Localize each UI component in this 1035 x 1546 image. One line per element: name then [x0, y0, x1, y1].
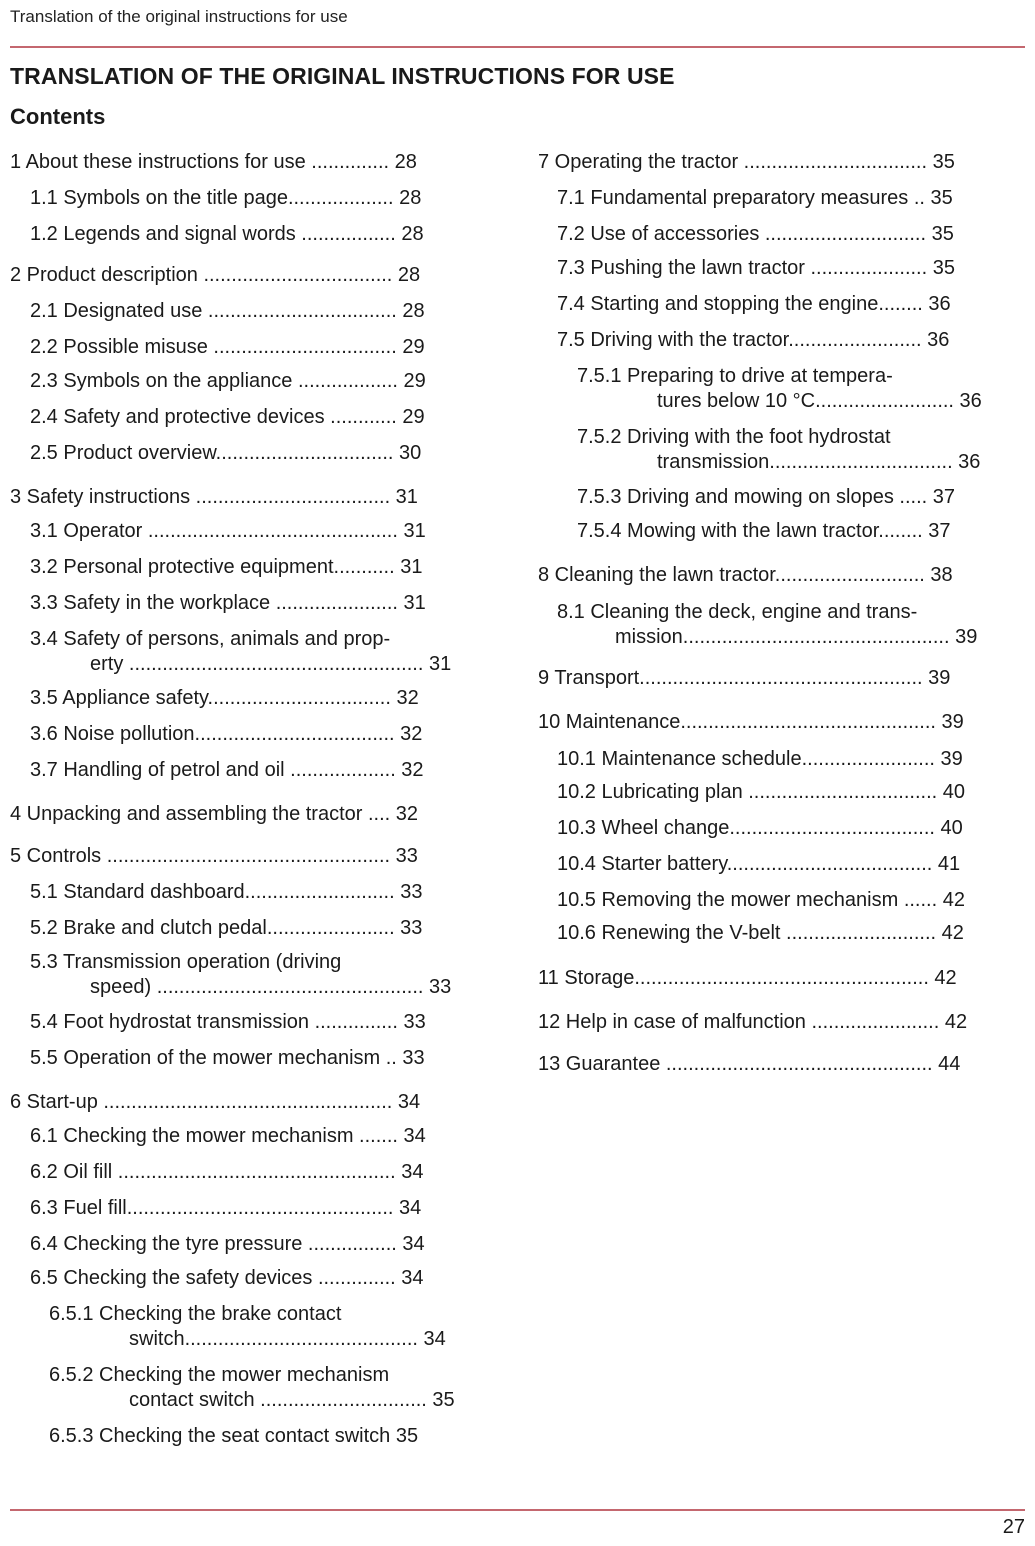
- toc-entry[interactable]: 7.4 Starting and stopping the engine........ 36: [557, 293, 951, 315]
- toc-entry[interactable]: 2.3 Symbols on the appliance .................. 29: [30, 370, 426, 392]
- running-header: Translation of the original instructions for use: [10, 7, 348, 26]
- toc-entry[interactable]: 7.1 Fundamental preparatory measures .. 35: [557, 187, 953, 209]
- toc-entry[interactable]: 1.2 Legends and signal words ................. 28: [30, 223, 424, 245]
- toc-entry[interactable]: 7.5 Driving with the tractor........................ 36: [557, 329, 950, 351]
- toc-entry[interactable]: 3.6 Noise pollution.................................... 32: [30, 723, 423, 745]
- toc-entry[interactable]: [30, 950, 451, 1000]
- toc-entry[interactable]: 12 Help in case of malfunction ....................... 42: [538, 1011, 968, 1033]
- toc-entry[interactable]: [49, 1302, 446, 1352]
- toc-entry[interactable]: 3.1 Operator ............................................. 31: [30, 520, 426, 542]
- header-rule: [10, 46, 1025, 48]
- toc-entry-line1: 3.4 Safety of persons, animals and prop-: [30, 628, 391, 650]
- toc-entry[interactable]: 10.5 Removing the mower mechanism ...... 42: [557, 889, 965, 911]
- toc-entry[interactable]: 6.3 Fuel fill................................................ 34: [30, 1197, 422, 1219]
- toc-entry[interactable]: 5.2 Brake and clutch pedal....................... 33: [30, 917, 423, 939]
- toc-entry-line2: tures below 10 °C......................... 36: [657, 390, 982, 412]
- toc-entry-line1: 6.5.2 Checking the mower mechanism: [49, 1364, 390, 1386]
- toc-entry[interactable]: 5 Controls ................................................... 33: [10, 845, 418, 867]
- toc-entry[interactable]: 3.3 Safety in the workplace ...................... 31: [30, 592, 426, 614]
- toc-entry[interactable]: [577, 364, 982, 414]
- toc-entry[interactable]: 10 Maintenance.............................................. 39: [538, 711, 964, 733]
- toc-entry[interactable]: 1 About these instructions for use .............. 28: [10, 151, 417, 173]
- toc-entry[interactable]: 9 Transport................................................... 39: [538, 667, 951, 689]
- toc-entry[interactable]: 10.6 Renewing the V-belt ........................... 42: [557, 922, 964, 944]
- toc-entry-line2: switch.......................................... 34: [129, 1328, 446, 1350]
- toc-entry-line1: 7.5.2 Driving with the foot hydrostat: [577, 426, 891, 448]
- toc-entry-line2: erty ..................................................... 31: [90, 653, 452, 675]
- toc-entry[interactable]: 5.5 Operation of the mower mechanism .. 33: [30, 1047, 425, 1069]
- document-title: TRANSLATION OF THE ORIGINAL INSTRUCTIONS FOR USE: [10, 63, 675, 89]
- toc-entry[interactable]: 7 Operating the tractor ................................. 35: [538, 151, 955, 173]
- toc-entry-line1: 7.5.1 Preparing to drive at tempera-: [577, 365, 893, 387]
- toc-entry[interactable]: 4 Unpacking and assembling the tractor .... 32: [10, 803, 419, 825]
- toc-entry[interactable]: 6.5 Checking the safety devices .............. 34: [30, 1267, 424, 1289]
- toc-entry[interactable]: 2.1 Designated use .................................. 28: [30, 300, 425, 322]
- toc-entry[interactable]: 6.4 Checking the tyre pressure ................ 34: [30, 1233, 425, 1255]
- toc-entry[interactable]: [577, 425, 980, 475]
- toc-entry[interactable]: 11 Storage..................................................... 42: [538, 967, 957, 989]
- toc-entry[interactable]: 10.3 Wheel change..................................... 40: [557, 817, 963, 839]
- toc-entry[interactable]: [557, 600, 977, 650]
- toc-entry[interactable]: 2.4 Safety and protective devices ............ 29: [30, 406, 425, 428]
- toc-entry-line1: 6.5.1 Checking the brake contact: [49, 1303, 342, 1325]
- toc-entry[interactable]: 5.1 Standard dashboard........................... 33: [30, 881, 423, 903]
- toc-entry[interactable]: 10.4 Starter battery..................................... 41: [557, 853, 961, 875]
- toc-entry[interactable]: 6.5.3 Checking the seat contact switch 35: [49, 1425, 419, 1447]
- toc-entry[interactable]: 2.2 Possible misuse ................................. 29: [30, 336, 425, 358]
- toc-entry[interactable]: 6.1 Checking the mower mechanism ....... 34: [30, 1125, 426, 1147]
- toc-entry-line2: contact switch .............................. 35: [129, 1389, 455, 1411]
- toc-entry[interactable]: 7.5.3 Driving and mowing on slopes ..... 37: [577, 486, 955, 508]
- toc-entry[interactable]: 3.2 Personal protective equipment........... 31: [30, 556, 423, 578]
- toc-entry[interactable]: 6 Start-up .................................................... 34: [10, 1091, 421, 1113]
- toc-entry[interactable]: 5.4 Foot hydrostat transmission ............... 33: [30, 1011, 426, 1033]
- toc-entry[interactable]: 2 Product description .................................. 28: [10, 264, 421, 286]
- toc-entry[interactable]: [49, 1363, 455, 1413]
- toc-entry[interactable]: 1.1 Symbols on the title page................... 28: [30, 187, 422, 209]
- footer-rule: [10, 1509, 1025, 1511]
- contents-heading: Contents: [10, 104, 106, 129]
- toc-entry[interactable]: 7.2 Use of accessories ............................. 35: [557, 223, 954, 245]
- toc-entry[interactable]: 2.5 Product overview................................ 30: [30, 442, 422, 464]
- page-number: 27: [1002, 1516, 1025, 1538]
- toc-entry[interactable]: 10.2 Lubricating plan .................................. 40: [557, 781, 965, 803]
- toc-entry[interactable]: 7.3 Pushing the lawn tractor ..................... 35: [557, 257, 955, 279]
- toc-entry[interactable]: 3.5 Appliance safety................................. 32: [30, 687, 419, 709]
- toc-entry[interactable]: 8 Cleaning the lawn tractor........................... 38: [538, 564, 953, 586]
- toc-entry-line2: mission................................................ 39: [615, 626, 978, 648]
- toc-entry[interactable]: [30, 627, 451, 677]
- toc-entry[interactable]: 3.7 Handling of petrol and oil ................... 32: [30, 759, 424, 781]
- toc-entry[interactable]: 7.5.4 Mowing with the lawn tractor........ 37: [577, 520, 951, 542]
- toc-entry[interactable]: 13 Guarantee ................................................ 44: [538, 1053, 961, 1075]
- toc-entry-line1: 5.3 Transmission operation (driving: [30, 951, 342, 973]
- toc-entry-line2: transmission................................. 36: [657, 451, 981, 473]
- toc-entry[interactable]: 6.2 Oil fill .................................................. 34: [30, 1161, 424, 1183]
- toc-entry-line1: 8.1 Cleaning the deck, engine and trans-: [557, 601, 918, 623]
- toc-entry-line2: speed) ................................................ 33: [90, 976, 452, 998]
- toc-entry[interactable]: 10.1 Maintenance schedule........................ 39: [557, 748, 963, 770]
- toc-entry[interactable]: 3 Safety instructions ................................... 31: [10, 486, 418, 508]
